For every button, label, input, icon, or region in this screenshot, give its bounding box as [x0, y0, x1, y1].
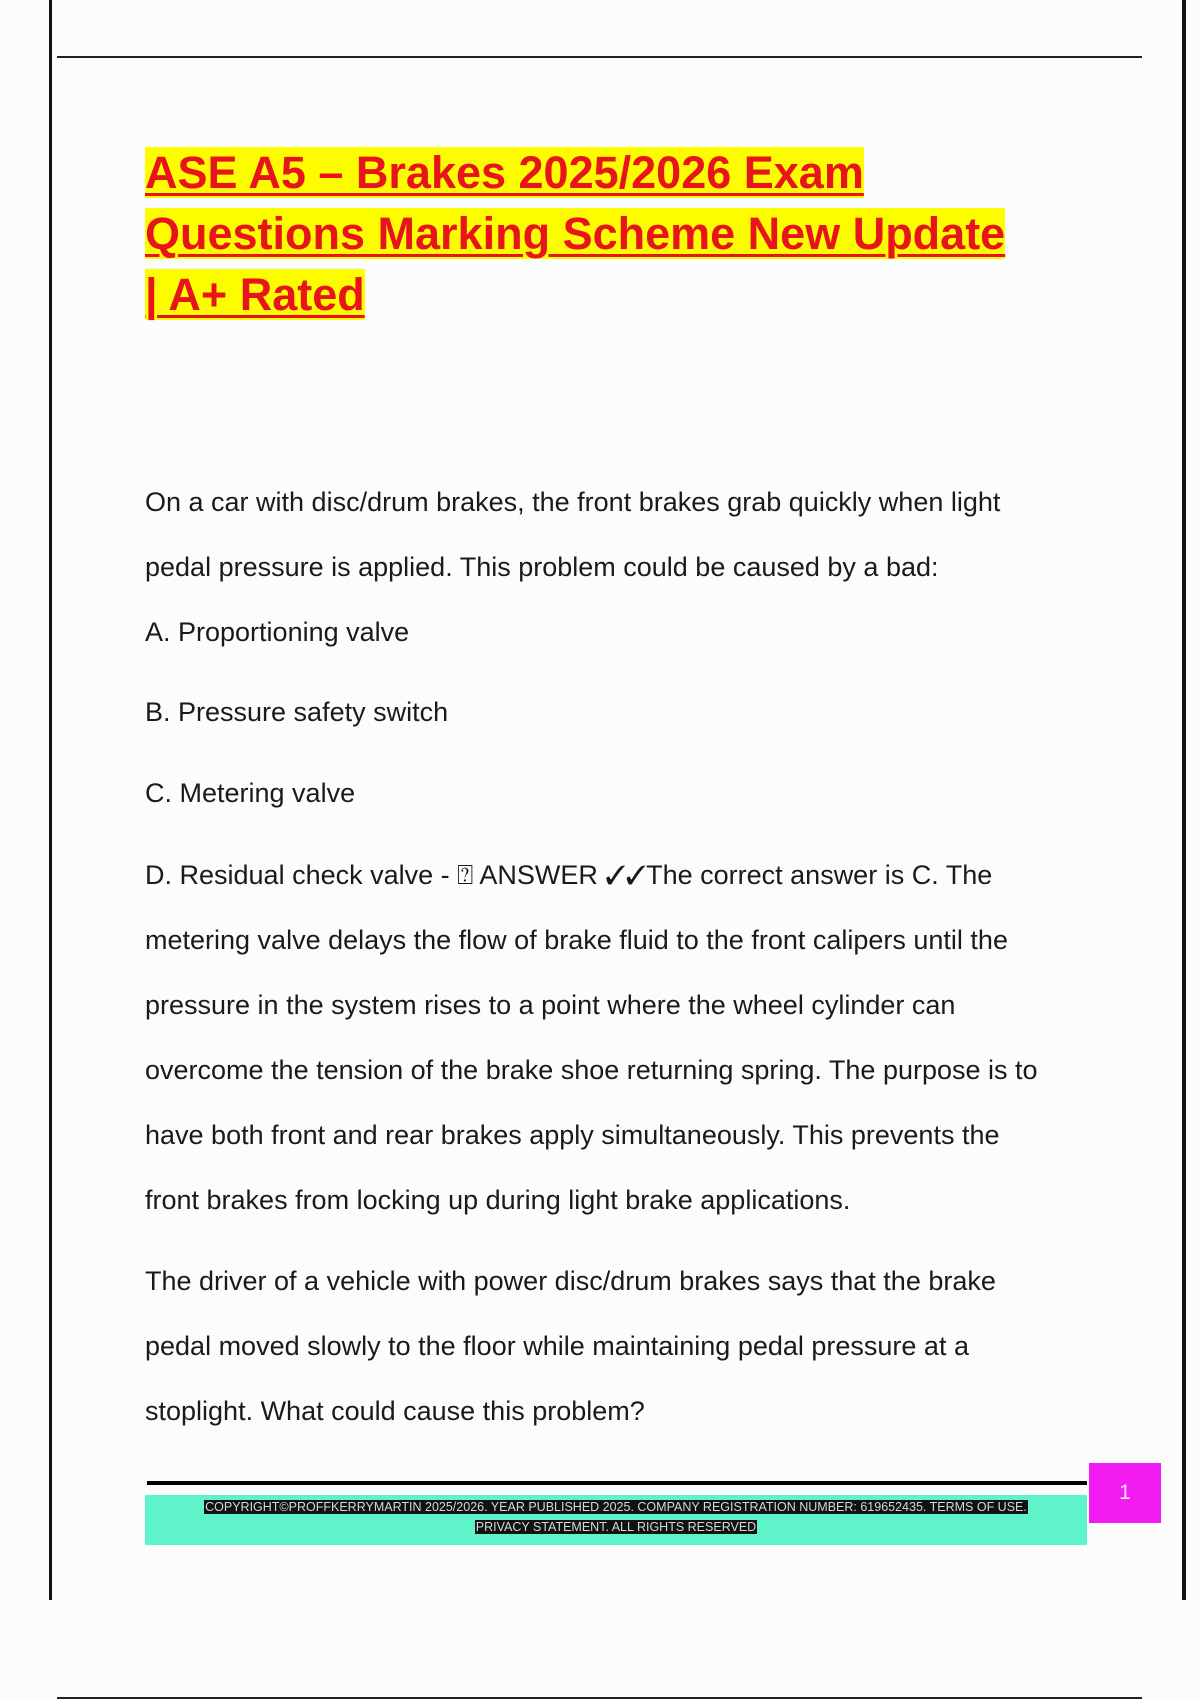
page-border-left [49, 0, 52, 1600]
question-2-line-1: The driver of a vehicle with power disc/drum brakes says that the brake [145, 1266, 996, 1296]
page-border-right [1182, 0, 1186, 1600]
option-a: A. Proportioning valve [145, 617, 410, 647]
answer-1-line-2: metering valve delays the flow of brake fluid to the front calipers until the [145, 925, 1008, 955]
question-1 [145, 470, 1105, 1233]
copyright-footer [145, 1495, 1087, 1545]
question-1-line-1: On a car with disc/drum brakes, the front brakes grab quickly when light [145, 487, 1001, 517]
title-line-2: Questions Marking Scheme New Update [145, 208, 1006, 259]
answer-1-line-5: have both front and rear brakes apply simultaneously. This prevents the [145, 1120, 1000, 1150]
answer-1-line-6: front brakes from locking up during light brake applications. [145, 1185, 851, 1215]
question-1-line-2: pedal pressure is applied. This problem could be caused by a bad: [145, 552, 939, 582]
header-rule [57, 56, 1142, 58]
page-number-badge: 1 [1089, 1463, 1161, 1523]
question-2 [145, 1249, 1105, 1444]
answer-1-line-3: pressure in the system rises to a point where the wheel cylinder can [145, 990, 956, 1020]
option-b: B. Pressure safety switch [145, 697, 449, 727]
answer-1-line-1: D. Residual check valve - ⍰ ANSWER ✓✓The correct answer is C. The [145, 860, 993, 890]
answer-1 [145, 843, 1105, 1233]
document-body [145, 470, 1105, 1444]
next-page-rule [57, 1697, 1142, 1699]
question-2-line-2: pedal moved slowly to the floor while maintaining pedal pressure at a [145, 1331, 969, 1361]
copyright-line-2: PRIVACY STATEMENT. ALL RIGHTS RESERVED [475, 1520, 757, 1534]
document-title [145, 142, 1105, 325]
title-line-1: ASE A5 – Brakes 2025/2026 Exam [145, 147, 864, 198]
copyright-line-1: COPYRIGHT©PROFFKERRYMARTIN 2025/2026. YEAR PUBLISHED 2025. COMPANY REGISTRATION NUMBER: 619652435. TERMS OF USE. [205, 1500, 1027, 1514]
title-line-3: | A+ Rated [145, 269, 365, 320]
option-c: C. Metering valve [145, 778, 356, 808]
footer-rule [147, 1481, 1087, 1485]
question-2-line-3: stoplight. What could cause this problem? [145, 1396, 645, 1426]
answer-1-line-4: overcome the tension of the brake shoe returning spring. The purpose is to [145, 1055, 1038, 1085]
